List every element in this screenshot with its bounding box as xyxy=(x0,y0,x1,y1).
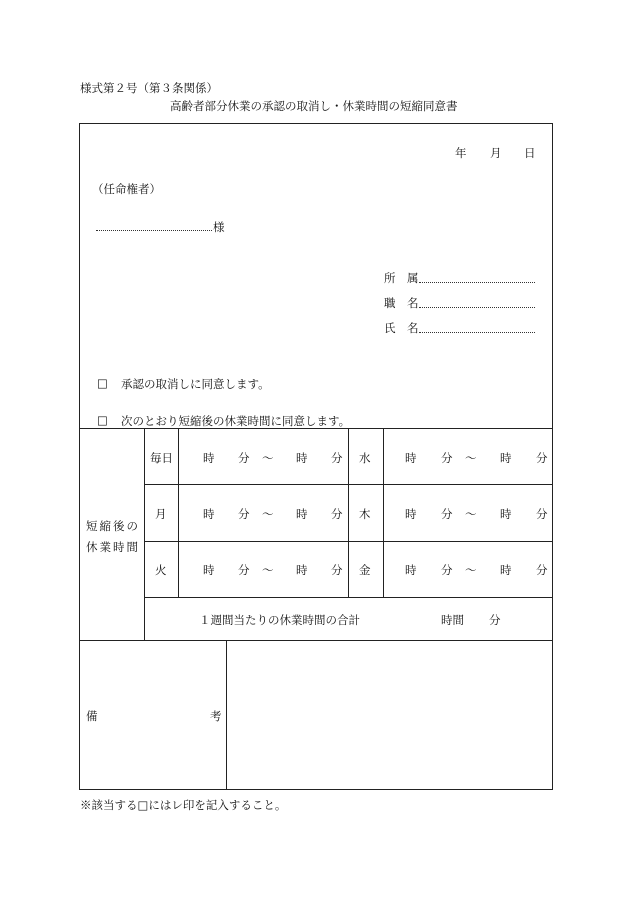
day-col-line-left xyxy=(178,428,179,597)
time-minute[interactable]: 分 xyxy=(331,507,343,521)
schedule-top-line xyxy=(79,428,553,429)
time-minute[interactable]: 分 xyxy=(441,563,453,577)
time-hour[interactable]: 時 xyxy=(203,507,215,521)
dept-input-line[interactable] xyxy=(419,282,535,283)
time-hour[interactable]: 時 xyxy=(405,451,417,465)
date-day[interactable]: 日 xyxy=(524,146,536,160)
time-hour[interactable]: 時 xyxy=(203,451,215,465)
remarks-label-1: 備 xyxy=(86,709,98,723)
day-tuesday: 火 xyxy=(155,563,167,577)
time-tilde: ～ xyxy=(465,563,477,577)
date-year[interactable]: 年 xyxy=(455,146,467,160)
weekly-total-label: １週間当たりの休業時間の合計 xyxy=(199,613,360,627)
remarks-label-2: 考 xyxy=(210,709,222,723)
time-minute[interactable]: 分 xyxy=(441,507,453,521)
time-minute[interactable]: 分 xyxy=(441,451,453,465)
appointer-name-line[interactable] xyxy=(96,230,212,231)
time-tilde: ～ xyxy=(465,507,477,521)
remarks-input-area[interactable] xyxy=(227,641,552,789)
schedule-label-1: 短縮後の xyxy=(86,519,140,533)
time-minute[interactable]: 分 xyxy=(536,563,548,577)
schedule-label-2: 休業時間 xyxy=(86,540,140,554)
checkbox-shorten[interactable]: □ xyxy=(97,413,108,427)
time-hour[interactable]: 時 xyxy=(500,451,512,465)
day-monday: 月 xyxy=(155,507,167,521)
time-hour[interactable]: 時 xyxy=(405,507,417,521)
checkbox-cancel[interactable]: □ xyxy=(97,376,108,390)
appointer-label: （任命権者） xyxy=(92,182,161,196)
time-hour[interactable]: 時 xyxy=(203,563,215,577)
footnote: ※該当する□にはレ印を記入すること。 xyxy=(80,798,287,812)
time-minute[interactable]: 分 xyxy=(331,451,343,465)
form-number: 様式第２号（第３条関係） xyxy=(80,81,218,95)
day-thursday: 木 xyxy=(359,507,371,521)
label-col-line xyxy=(144,428,145,640)
time-hour[interactable]: 時 xyxy=(296,563,308,577)
time-minute[interactable]: 分 xyxy=(238,507,250,521)
time-hour[interactable]: 時 xyxy=(296,507,308,521)
name-input-line[interactable] xyxy=(419,332,535,333)
option-shorten-label: 次のとおり短縮後の休業時間に同意します。 xyxy=(121,414,351,428)
time-minute[interactable]: 分 xyxy=(536,451,548,465)
time-minute[interactable]: 分 xyxy=(536,507,548,521)
time-hour[interactable]: 時 xyxy=(405,563,417,577)
date-month[interactable]: 月 xyxy=(490,146,502,160)
time-minute[interactable]: 分 xyxy=(238,451,250,465)
position-label-1: 職 xyxy=(384,296,396,310)
row-line-3 xyxy=(144,597,553,598)
time-minute[interactable]: 分 xyxy=(331,563,343,577)
day-col-line-right xyxy=(383,428,384,597)
form-title: 高齢者部分休業の承認の取消し・休業時間の短縮同意書 xyxy=(170,99,458,113)
weekly-minutes[interactable]: 分 xyxy=(489,613,501,627)
time-hour[interactable]: 時 xyxy=(500,563,512,577)
option-cancel-label: 承認の取消しに同意します。 xyxy=(121,377,270,391)
time-hour[interactable]: 時 xyxy=(296,451,308,465)
day-col-line-mid xyxy=(348,428,349,597)
name-label-1: 氏 xyxy=(384,321,396,335)
day-friday: 金 xyxy=(359,563,371,577)
name-label-2: 名 xyxy=(407,321,419,335)
time-minute[interactable]: 分 xyxy=(238,563,250,577)
sama-label: 様 xyxy=(213,220,225,234)
dept-label-2: 属 xyxy=(407,271,419,285)
day-wednesday: 水 xyxy=(359,451,371,465)
dept-label-1: 所 xyxy=(384,271,396,285)
day-everyday: 毎日 xyxy=(150,451,173,465)
time-tilde: ～ xyxy=(465,451,477,465)
position-label-2: 名 xyxy=(407,296,419,310)
time-tilde: ～ xyxy=(262,507,274,521)
position-input-line[interactable] xyxy=(419,307,535,308)
time-hour[interactable]: 時 xyxy=(500,507,512,521)
weekly-hours[interactable]: 時間 xyxy=(441,613,464,627)
time-tilde: ～ xyxy=(262,563,274,577)
time-tilde: ～ xyxy=(262,451,274,465)
